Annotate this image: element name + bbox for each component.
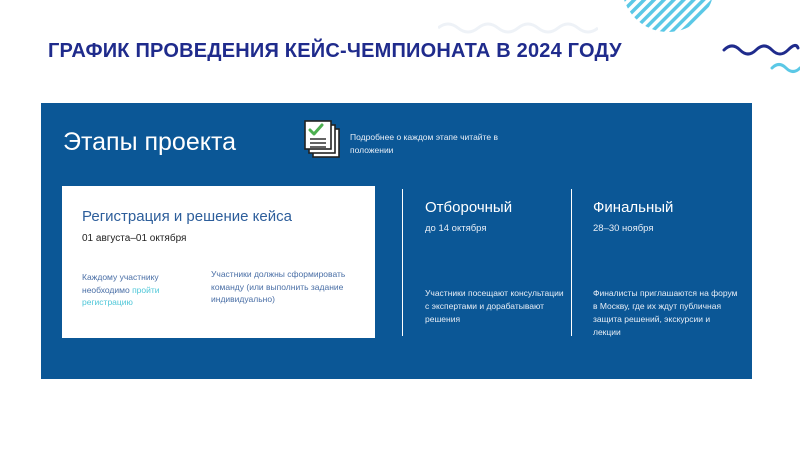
team-note: Участники должны сформировать команду (или выполнить задание индивидуально)	[211, 269, 346, 304]
stage-final	[593, 199, 733, 234]
stages-panel	[41, 103, 752, 379]
panel-heading: Этапы проекта	[63, 128, 237, 156]
stage-dates: 01 августа–01 октября	[82, 233, 187, 244]
regulations-note: Подробнее о каждом этапе читайте в положении	[350, 132, 498, 155]
stage-card-registration	[62, 186, 375, 338]
stage-title: Финальный	[593, 199, 674, 216]
wave-lines-decoration	[722, 40, 800, 81]
page-title: ГРАФИК ПРОВЕДЕНИЯ КЕЙС-ЧЕМПИОНАТА В 2024 ГОДУ	[48, 40, 622, 62]
registration-note-text: Каждому участнику необходимо	[82, 272, 159, 295]
stage-title: Отборочный	[425, 199, 513, 216]
stage-description: Финалисты приглашаются на форум в Москву, где их ждут публичная защита решений, экскурсии и лекции	[593, 288, 738, 337]
stage-title: Регистрация и решение кейса	[82, 208, 292, 225]
column-divider	[571, 189, 572, 336]
registration-link[interactable]: пройти регистрацию	[82, 284, 160, 307]
stage-description: Участники посещают консультации с экспертами и дорабатывают решения	[425, 288, 564, 324]
registration-note	[82, 271, 192, 309]
stage-dates: до 14 октября	[425, 223, 487, 234]
checklist-document-icon	[304, 120, 344, 165]
stage-qualifying	[425, 199, 565, 234]
striped-circle-decoration	[622, 0, 714, 32]
stage-dates: 28–30 ноября	[593, 223, 654, 234]
column-divider	[402, 189, 403, 336]
